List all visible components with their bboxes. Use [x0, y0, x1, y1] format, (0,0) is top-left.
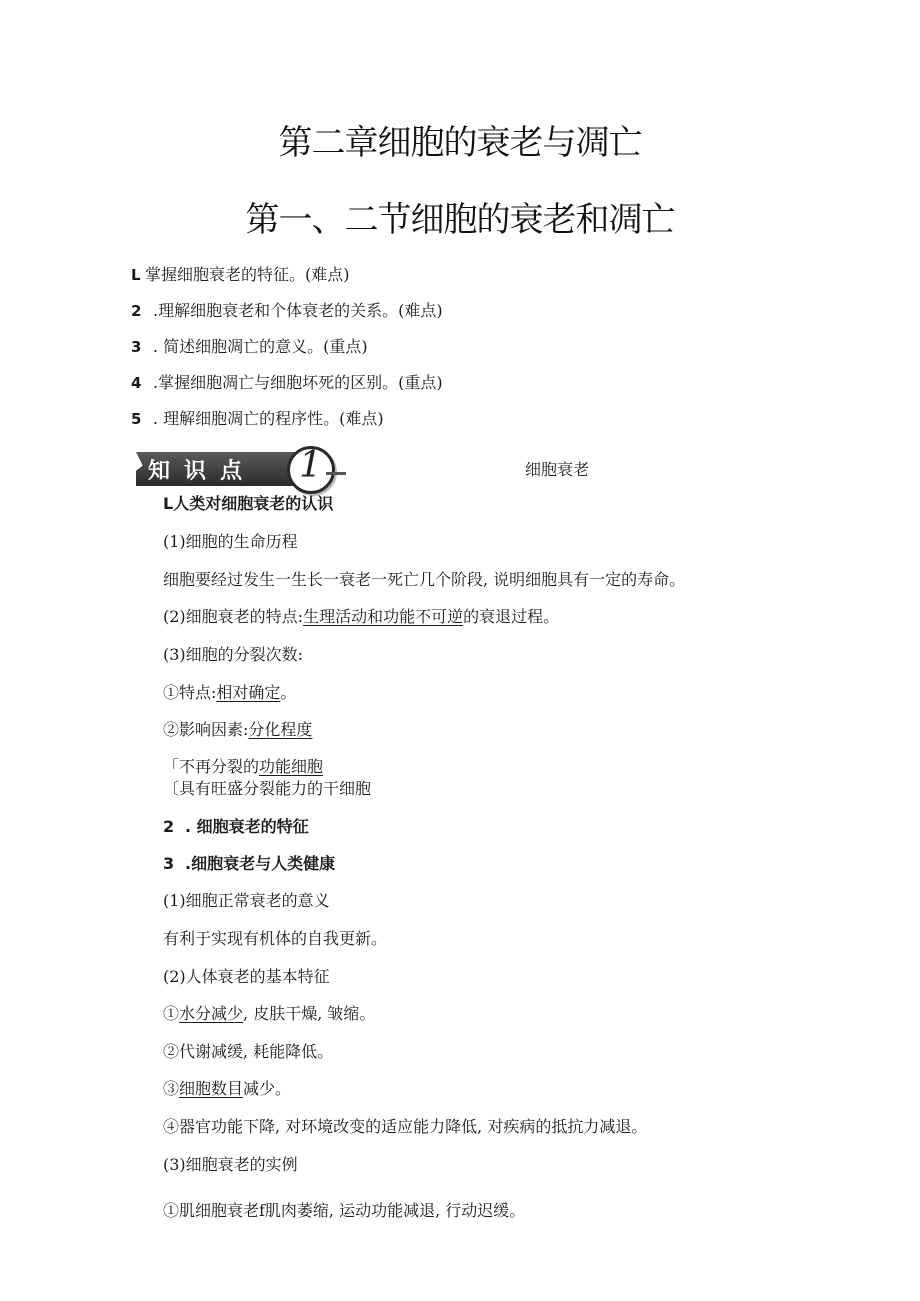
text-line: ①肌细胞衰老f肌肉萎缩, 运动功能减退, 行动迟缓。	[163, 1201, 526, 1220]
goal-number: 3	[131, 338, 142, 356]
text-line: 〔具有旺盛分裂能力的干细胞	[163, 779, 372, 798]
heading-3	[163, 853, 335, 875]
learning-goal-5	[131, 408, 384, 430]
learning-goal-3	[131, 336, 368, 358]
heading-text: .细胞衰老与人类健康	[185, 854, 336, 873]
text-line	[163, 682, 296, 704]
text-line: (1)细胞的生命历程	[163, 532, 298, 551]
heading-2	[163, 816, 309, 838]
underlined-answer: 分化程度	[248, 720, 313, 739]
underlined-answer: 相对确定	[216, 683, 281, 702]
heading-1: L人类对细胞衰老的认识	[163, 494, 334, 513]
underlined-answer: 细胞数目	[179, 1079, 244, 1098]
text-segment: (2)细胞衰老的特点:	[163, 607, 304, 626]
goal-number: 4	[131, 374, 142, 392]
text-line: 有利于实现有机体的自我更新。	[163, 929, 388, 948]
text-segment: ③	[163, 1079, 180, 1098]
goal-text: .掌握细胞凋亡与细胞坏死的区别。(重点)	[153, 373, 443, 392]
underlined-answer: 功能细胞	[259, 757, 324, 776]
text-line	[163, 1078, 291, 1100]
goal-number: 2	[131, 302, 142, 320]
text-segment: 减少。	[243, 1079, 292, 1098]
text-line: (3)细胞衰老的实例	[163, 1155, 298, 1174]
banner-label: 知识点	[148, 459, 257, 484]
heading-number: 3	[163, 854, 175, 873]
section-title: 第一、二节细胞的衰老和凋亡	[245, 200, 675, 240]
text-line	[163, 756, 323, 778]
heading-number: 2	[163, 817, 175, 836]
text-segment: 的衰退过程。	[463, 607, 560, 626]
text-segment: 。	[280, 683, 297, 702]
text-line: (2)人体衰老的基本特征	[163, 967, 330, 986]
text-line	[163, 1003, 375, 1025]
goal-number: L	[131, 266, 141, 284]
text-line: (3)细胞的分裂次数:	[163, 645, 304, 664]
text-segment: , 皮肤干燥, 皱缩。	[243, 1004, 376, 1023]
underlined-answer: 水分减少	[179, 1004, 244, 1023]
text-segment: 「不再分裂的	[163, 757, 260, 776]
banner-number: 1	[299, 445, 322, 486]
knowledge-topic: 细胞衰老	[525, 460, 590, 479]
text-line: ④器官功能下降, 对环境改变的适应能力降低, 对疾病的抵抗力减退。	[163, 1117, 648, 1136]
heading-text: . 细胞衰老的特征	[185, 817, 309, 836]
text-line	[163, 719, 312, 741]
goal-text: 掌握细胞衰老的特征。(难点)	[145, 265, 350, 284]
text-segment: ①	[163, 1004, 180, 1023]
goal-text: .理解细胞衰老和个体衰老的关系。(难点)	[153, 301, 443, 320]
text-line: (1)细胞正常衰老的意义	[163, 891, 330, 910]
text-line: ②代谢减缓, 耗能降低。	[163, 1042, 334, 1061]
text-line	[163, 606, 559, 628]
goal-number: 5	[131, 410, 142, 428]
text-segment: ②影响因素:	[163, 720, 249, 739]
goal-text: . 简述细胞凋亡的意义。(重点)	[153, 337, 368, 356]
goal-text: . 理解细胞凋亡的程序性。(难点)	[153, 409, 384, 428]
learning-goal-2	[131, 300, 443, 322]
text-line: 细胞要经过发生一生长一衰老一死亡几个阶段, 说明细胞具有一定的寿命。	[163, 570, 686, 589]
learning-goal-4	[131, 372, 443, 394]
underlined-answer: 生理活动和功能不可逆	[303, 607, 464, 626]
chapter-title: 第二章细胞的衰老与凋亡	[278, 123, 642, 163]
learning-goal-1	[131, 264, 350, 286]
banner-tail	[326, 472, 346, 475]
text-segment: ①特点:	[163, 683, 217, 702]
knowledge-point-banner	[136, 444, 346, 492]
